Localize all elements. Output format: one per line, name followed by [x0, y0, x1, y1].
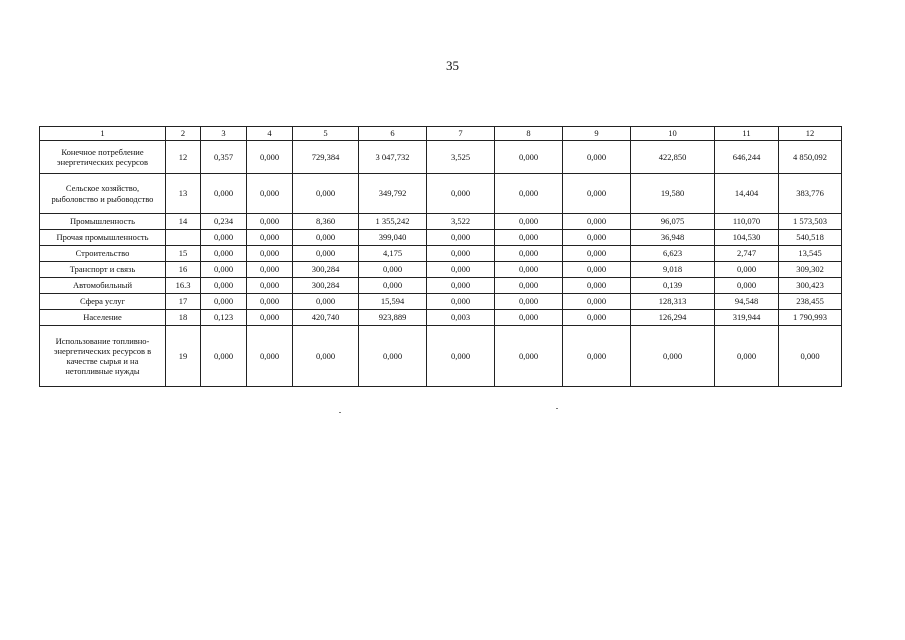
row-code: 12: [166, 141, 201, 174]
table-cell: 0,139: [631, 278, 715, 294]
table-cell: 0,000: [495, 294, 563, 310]
table-cell: 0,000: [427, 174, 495, 214]
table-cell: 420,740: [293, 310, 359, 326]
row-code: 13: [166, 174, 201, 214]
table-cell: 15,594: [359, 294, 427, 310]
table-cell: 1 790,993: [779, 310, 842, 326]
row-code: 17: [166, 294, 201, 310]
row-code: 15: [166, 246, 201, 262]
scan-speck: [339, 412, 341, 413]
table-cell: 0,000: [495, 246, 563, 262]
table-cell: 399,040: [359, 230, 427, 246]
table-cell: 349,792: [359, 174, 427, 214]
table-header-row: [40, 127, 842, 141]
table-cell: 0,000: [247, 294, 293, 310]
table-cell: 0,000: [427, 294, 495, 310]
table-cell: 4 850,092: [779, 141, 842, 174]
table-cell: 2,747: [715, 246, 779, 262]
row-label: Промышленность: [40, 214, 166, 230]
table-cell: 0,000: [247, 262, 293, 278]
row-label: Сфера услуг: [40, 294, 166, 310]
table-cell: 3,525: [427, 141, 495, 174]
table-cell: 0,000: [495, 310, 563, 326]
header-cell: 6: [359, 127, 427, 141]
row-code: 16.3: [166, 278, 201, 294]
table-cell: 0,000: [427, 246, 495, 262]
table-row: [40, 294, 842, 310]
table-cell: 96,075: [631, 214, 715, 230]
table-cell: 0,000: [201, 246, 247, 262]
table-cell: 0,000: [359, 262, 427, 278]
header-cell: 12: [779, 127, 842, 141]
table-cell: 0,000: [495, 326, 563, 387]
table-cell: 1 573,503: [779, 214, 842, 230]
table-row: [40, 246, 842, 262]
table-cell: 1 355,242: [359, 214, 427, 230]
table-cell: 0,000: [293, 294, 359, 310]
table-cell: 0,357: [201, 141, 247, 174]
table-row: [40, 174, 842, 214]
table-cell: 0,000: [201, 294, 247, 310]
table-cell: 0,000: [563, 174, 631, 214]
table-cell: 0,000: [427, 230, 495, 246]
row-label: Использование топливно-энергетических ресурсов в качестве сырья и на нетопливные нужды: [40, 326, 166, 387]
table-cell: 0,000: [631, 326, 715, 387]
scan-speck: [556, 408, 558, 409]
table-cell: 0,000: [247, 174, 293, 214]
table-cell: 300,423: [779, 278, 842, 294]
page-number: 35: [446, 58, 459, 73]
table-cell: 923,889: [359, 310, 427, 326]
row-code: [166, 230, 201, 246]
header-cell: 11: [715, 127, 779, 141]
table-row: [40, 310, 842, 326]
energy-balance-table: [39, 126, 842, 387]
table-cell: 729,384: [293, 141, 359, 174]
table-cell: 0,000: [293, 174, 359, 214]
table-cell: 110,070: [715, 214, 779, 230]
header-cell: 1: [40, 127, 166, 141]
table-row: [40, 278, 842, 294]
row-code: 19: [166, 326, 201, 387]
row-label: Прочая промышленность: [40, 230, 166, 246]
table-cell: 0,000: [715, 262, 779, 278]
table-cell: 3 047,732: [359, 141, 427, 174]
table-cell: 0,234: [201, 214, 247, 230]
table-cell: 0,000: [563, 278, 631, 294]
table-cell: 646,244: [715, 141, 779, 174]
table-cell: 0,000: [563, 141, 631, 174]
table-cell: 540,518: [779, 230, 842, 246]
table-cell: 0,000: [247, 141, 293, 174]
table-cell: 319,944: [715, 310, 779, 326]
table-cell: 300,284: [293, 278, 359, 294]
table-cell: 0,000: [359, 326, 427, 387]
table-cell: 0,000: [495, 230, 563, 246]
table-row: [40, 141, 842, 174]
row-label: Население: [40, 310, 166, 326]
table-cell: 0,000: [779, 326, 842, 387]
table-cell: 0,000: [563, 246, 631, 262]
row-code: 14: [166, 214, 201, 230]
table-cell: 104,530: [715, 230, 779, 246]
table-cell: 0,000: [427, 262, 495, 278]
table-cell: 0,000: [495, 174, 563, 214]
header-cell: 3: [201, 127, 247, 141]
table-cell: 8,360: [293, 214, 359, 230]
table-cell: 36,948: [631, 230, 715, 246]
row-label: Автомобильный: [40, 278, 166, 294]
table-cell: 0,000: [359, 278, 427, 294]
table-row: [40, 214, 842, 230]
table-cell: 0,000: [495, 278, 563, 294]
table-cell: 0,000: [715, 278, 779, 294]
table-cell: 0,000: [201, 174, 247, 214]
table-cell: 0,000: [247, 278, 293, 294]
row-label: Сельское хозяйство, рыболовство и рыбоводство: [40, 174, 166, 214]
table-cell: 0,000: [495, 214, 563, 230]
table-cell: 422,850: [631, 141, 715, 174]
table-cell: 9,018: [631, 262, 715, 278]
header-cell: 5: [293, 127, 359, 141]
table-cell: 0,000: [247, 214, 293, 230]
header-cell: 2: [166, 127, 201, 141]
table-cell: 0,000: [563, 214, 631, 230]
header-cell: 8: [495, 127, 563, 141]
table-cell: 94,548: [715, 294, 779, 310]
table-cell: 0,000: [427, 326, 495, 387]
table-cell: 0,000: [201, 230, 247, 246]
row-label: Транспорт и связь: [40, 262, 166, 278]
table-cell: 0,000: [427, 278, 495, 294]
table-cell: 0,000: [563, 262, 631, 278]
table-cell: 0,000: [247, 310, 293, 326]
table-cell: 14,404: [715, 174, 779, 214]
row-code: 18: [166, 310, 201, 326]
table-cell: 0,000: [563, 326, 631, 387]
table-cell: 128,313: [631, 294, 715, 310]
table-cell: 0,000: [201, 262, 247, 278]
row-code: 16: [166, 262, 201, 278]
table-cell: 238,455: [779, 294, 842, 310]
header-cell: 4: [247, 127, 293, 141]
header-cell: 10: [631, 127, 715, 141]
table-cell: 0,000: [715, 326, 779, 387]
header-cell: 7: [427, 127, 495, 141]
table-cell: 6,623: [631, 246, 715, 262]
table-row: [40, 326, 842, 387]
row-label: Строительство: [40, 246, 166, 262]
table-cell: 0,003: [427, 310, 495, 326]
table-cell: 0,123: [201, 310, 247, 326]
row-label: Конечное потребление энергетических ресурсов: [40, 141, 166, 174]
table-cell: 0,000: [495, 141, 563, 174]
table-cell: 0,000: [201, 326, 247, 387]
table-cell: 0,000: [495, 262, 563, 278]
table-row: [40, 230, 842, 246]
table-cell: 4,175: [359, 246, 427, 262]
table-row: [40, 262, 842, 278]
table-cell: 0,000: [563, 294, 631, 310]
table-cell: 0,000: [247, 246, 293, 262]
table-cell: 383,776: [779, 174, 842, 214]
table-cell: 309,302: [779, 262, 842, 278]
table-cell: 13,545: [779, 246, 842, 262]
table-cell: 0,000: [247, 230, 293, 246]
table-cell: 19,580: [631, 174, 715, 214]
table-cell: 300,284: [293, 262, 359, 278]
table-cell: 0,000: [293, 230, 359, 246]
table-cell: 0,000: [201, 278, 247, 294]
table-cell: 0,000: [563, 230, 631, 246]
table-cell: 126,294: [631, 310, 715, 326]
table-cell: 0,000: [293, 246, 359, 262]
table-cell: 0,000: [247, 326, 293, 387]
table-cell: 0,000: [293, 326, 359, 387]
table-cell: 3,522: [427, 214, 495, 230]
table-cell: 0,000: [563, 310, 631, 326]
header-cell: 9: [563, 127, 631, 141]
